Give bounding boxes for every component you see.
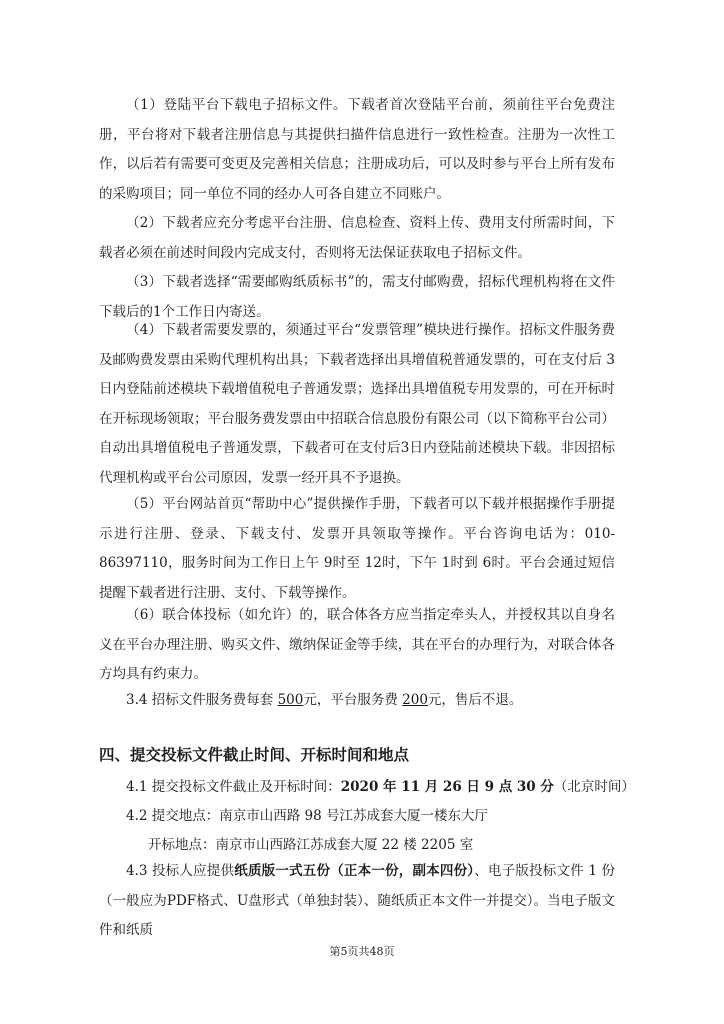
line-4-2-opening: 开标地点：南京市山西路江苏成套大厦 22 楼 2205 室 [148, 837, 474, 853]
platform-fee-value: 200 [402, 692, 428, 708]
doc-fee-value: 500 [277, 692, 304, 708]
fee-line [126, 690, 522, 710]
section-4-heading: 四、提交投标文件截止时间、开标时间和地点 [99, 746, 410, 764]
line-4-3 [99, 857, 615, 946]
page-number: 第5页共48页 [329, 945, 395, 958]
fee-line-prefix: 3.4 招标文件服务费每套 [126, 692, 278, 708]
paragraph-4: （4）下载者需要发票的，须通过平台“发票管理”模块进行操作。招标文件服务费及邮购费发票由采购代理机构出具；下载者选择出具增值税普通发票的，可在支付后 3日内登陆前述模块下载增值税电子普通发票；选择出具增值税专用发票的，可在开标时在开标现场领取；平台服务费发票由中招联合信息股份有限公司（以下简称平台公司）自动出具增值税电子普通发票，下载者可在支付后3日内登陆前述模块下载。非因招标代理机构或平台公司原因，发票一经开具不予退换。 [99, 322, 615, 486]
paragraph-2: （2）下载者应充分考虑平台注册、信息检查、资料上传、费用支付所需时间，下载者必须在前述时间段内完成支付，否则将无法保证获取电子招标文件。 [99, 215, 615, 261]
line-4-2-submission: 4.2 提交地点：南京市山西路 98 号江苏成套大厦一楼东大厅 [126, 808, 489, 824]
fee-line-mid: 元，平台服务费 [303, 692, 403, 708]
paragraph-1: （1）登陆平台下载电子招标文件。下载者首次登陆平台前，须前往平台免费注册，平台将对下载者注册信息与其提供扫描件信息进行一致性检查。注册为一次性工作，以后若有需要可变更及完善相关信息；注册成功后，可以及时参与平台上所有发布的采购项目；同一单位不同的经办人可各自建立不同账户。 [99, 97, 615, 202]
line-4-3-prefix: 4.3 投标人应提供 [126, 863, 235, 879]
line-4-1 [126, 777, 635, 797]
fee-line-suffix: 元，售后不退。 [427, 692, 523, 708]
line-4-1-suffix: （北京时间） [553, 779, 635, 795]
deadline-time: 2020 年 11 月 26 日 9 点 30 分 [340, 779, 554, 795]
line-4-3-rest: 、电子版投标文件 1 份（一般应为PDF格式、U盘形式（单独封装）、随纸质正本文件一并提交）。当电子版文件和纸质 [99, 863, 616, 938]
paragraph-3: （3）下载者选择“需要邮购纸质标书”的，需支付邮购费，招标代理机构将在文件下载后的1个工作日内寄送。 [99, 274, 615, 320]
paragraph-5: （5）平台网站首页“帮助中心”提供操作手册，下载者可以下载并根据操作手册提示进行注册、登录、下载支付、发票开具领取等操作。平台咨询电话为：010-86397110，服务时间为工作日上午 9时至 12时，下午 1时到 6时。平台会通过短信提醒下载者进行注册、支付、下载等操作。 [99, 496, 615, 601]
paper-copies: 纸质版一式五份（正本一份，副本四份） [234, 863, 475, 879]
line-4-1-prefix: 4.1 提交投标文件截止及开标时间： [126, 779, 341, 795]
paragraph-6: （6）联合体投标（如允许）的，联合体各方应当指定牵头人，并授权其以自身名义在平台办理注册、购买文件、缴纳保证金等手续，其在平台的办理行为，对联合体各方均具有约束力。 [99, 607, 615, 682]
